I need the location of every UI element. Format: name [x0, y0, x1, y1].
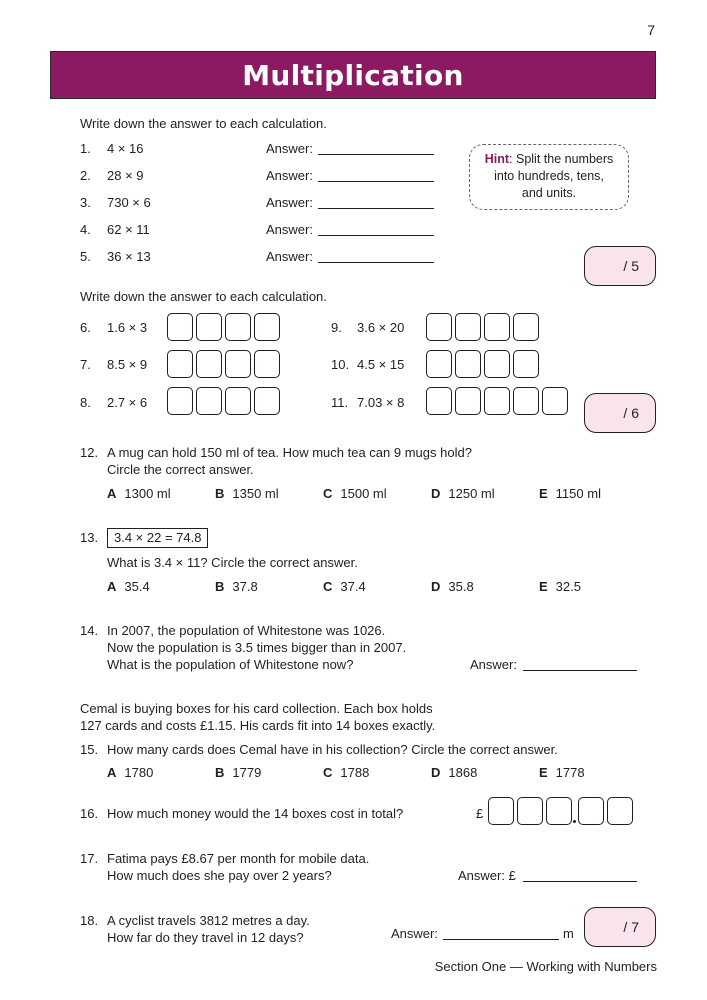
q12-line1: A mug can hold 150 ml of tea. How much tea can 9 mugs hold?: [107, 445, 472, 460]
cemal-line1: Cemal is buying boxes for his card collection. Each box holds: [80, 701, 433, 716]
q13-number: 13.: [80, 530, 99, 545]
digit-box[interactable]: [546, 797, 572, 825]
q10-answer-boxes[interactable]: [426, 350, 542, 378]
q16-currency: £: [476, 806, 484, 821]
q12-option-a[interactable]: A 1300 ml: [107, 486, 171, 501]
q18-answer-label: Answer:: [391, 926, 438, 941]
q11-number: 11.: [331, 395, 349, 410]
digit-box[interactable]: [513, 387, 539, 415]
q13-line: What is 3.4 × 11? Circle the correct answer.: [107, 555, 358, 570]
hint-box: [469, 144, 629, 210]
score-box-2[interactable]: [584, 393, 656, 433]
q11-answer-boxes[interactable]: [426, 387, 571, 415]
hint-text-1: : Split the numbers: [509, 152, 614, 166]
cemal-line2: 127 cards and costs £1.15. His cards fit into 14 boxes exactly.: [80, 718, 436, 733]
digit-box[interactable]: [225, 313, 251, 341]
q15-number: 15.: [80, 742, 99, 757]
digit-box[interactable]: [484, 387, 510, 415]
q4-number: 4.: [80, 222, 91, 237]
q2-number: 2.: [80, 168, 91, 183]
q14-number: 14.: [80, 623, 99, 638]
digit-box[interactable]: [455, 313, 481, 341]
q1-answer-label: Answer:: [266, 141, 313, 156]
q13-fact-box: 3.4 × 22 = 74.8: [107, 528, 208, 548]
page-title: Multiplication: [242, 58, 464, 92]
q10-number: 10.: [331, 357, 350, 372]
digit-box[interactable]: [484, 350, 510, 378]
q6-answer-boxes[interactable]: [167, 313, 283, 341]
q18-unit: m: [563, 926, 574, 941]
q7-calc: 8.5 × 9: [107, 357, 148, 372]
q13-option-d[interactable]: D 35.8: [431, 579, 474, 594]
digit-box[interactable]: [167, 313, 193, 341]
score-box-3[interactable]: [584, 907, 656, 947]
q15-option-b[interactable]: B 1779: [215, 765, 262, 780]
q12-option-d[interactable]: D 1250 ml: [431, 486, 495, 501]
q16-number: 16.: [80, 806, 99, 821]
q13-option-e[interactable]: E 32.5: [539, 579, 581, 594]
q6-number: 6.: [80, 320, 91, 335]
digit-box[interactable]: [196, 350, 222, 378]
digit-box[interactable]: [225, 350, 251, 378]
digit-box[interactable]: [484, 313, 510, 341]
q9-number: 9.: [331, 320, 342, 335]
q2-answer-line[interactable]: [318, 169, 434, 182]
score-label-2: / 6: [623, 405, 639, 421]
hint-text-3: and units.: [521, 186, 577, 200]
digit-box[interactable]: [426, 387, 452, 415]
q18-line2: How far do they travel in 12 days?: [107, 930, 304, 945]
digit-box[interactable]: [607, 797, 633, 825]
q13-option-a[interactable]: A 35.4: [107, 579, 150, 594]
digit-box[interactable]: [196, 313, 222, 341]
q7-number: 7.: [80, 357, 91, 372]
q14-line2: Now the population is 3.5 times bigger than in 2007.: [107, 640, 407, 655]
q12-line2: Circle the correct answer.: [107, 462, 254, 477]
decimal-point: [572, 797, 578, 825]
section1-instruction: Write down the answer to each calculation.: [80, 116, 327, 131]
digit-box[interactable]: [254, 350, 280, 378]
q5-answer-line[interactable]: [318, 250, 434, 263]
q17-line2: How much does she pay over 2 years?: [107, 868, 332, 883]
q4-calc: 62 × 11: [107, 222, 150, 237]
q17-number: 17.: [80, 851, 99, 866]
q4-answer-line[interactable]: [318, 223, 434, 236]
q3-number: 3.: [80, 195, 91, 210]
digit-box[interactable]: [513, 350, 539, 378]
digit-box[interactable]: [167, 387, 193, 415]
hint-text-2: into hundreds, tens,: [494, 169, 604, 183]
q14-answer-line[interactable]: [523, 658, 637, 671]
footer-section-label: Section One — Working with Numbers: [434, 959, 657, 974]
q3-calc: 730 × 6: [107, 195, 151, 210]
q2-answer-label: Answer:: [266, 168, 313, 183]
q1-number: 1.: [80, 141, 91, 156]
digit-box[interactable]: [488, 797, 514, 825]
q9-calc: 3.6 × 20: [357, 320, 405, 335]
q16-line: How much money would the 14 boxes cost in total?: [107, 806, 404, 821]
digit-box[interactable]: [196, 387, 222, 415]
digit-box[interactable]: [426, 313, 452, 341]
q14-line1: In 2007, the population of Whitestone was 1026.: [107, 623, 386, 638]
digit-box[interactable]: [513, 313, 539, 341]
section2-instruction: Write down the answer to each calculation.: [80, 289, 327, 304]
q16-answer-boxes[interactable]: [488, 797, 636, 825]
q1-calc: 4 × 16: [107, 141, 144, 156]
q14-line3: What is the population of Whitestone now?: [107, 657, 354, 672]
digit-box[interactable]: [426, 350, 452, 378]
digit-box[interactable]: [254, 387, 280, 415]
digit-box[interactable]: [517, 797, 543, 825]
page-number: 7: [647, 22, 655, 38]
q15-line: How many cards does Cemal have in his collection? Circle the correct answer.: [107, 742, 558, 757]
title-banner: [50, 51, 656, 99]
score-label-1: / 5: [623, 258, 639, 274]
hint-label: Hint: [484, 152, 510, 166]
q3-answer-label: Answer:: [266, 195, 313, 210]
digit-box[interactable]: [167, 350, 193, 378]
q8-number: 8.: [80, 395, 91, 410]
q17-answer-label: Answer: £: [458, 868, 516, 883]
digit-box[interactable]: [254, 313, 280, 341]
q6-calc: 1.6 × 3: [107, 320, 148, 335]
q8-answer-boxes[interactable]: [167, 387, 283, 415]
q3-answer-line[interactable]: [318, 196, 434, 209]
q1-answer-line[interactable]: [318, 142, 434, 155]
q18-answer-line[interactable]: [443, 927, 559, 940]
digit-box[interactable]: [455, 350, 481, 378]
q15-option-c[interactable]: C 1788: [323, 765, 370, 780]
digit-box[interactable]: [455, 387, 481, 415]
q14-answer-label: Answer:: [470, 657, 517, 672]
q5-calc: 36 × 13: [107, 249, 151, 264]
q8-calc: 2.7 × 6: [107, 395, 148, 410]
q5-number: 5.: [80, 249, 91, 264]
q12-option-b[interactable]: B 1350 ml: [215, 486, 279, 501]
q10-calc: 4.5 × 15: [357, 357, 405, 372]
q4-answer-label: Answer:: [266, 222, 313, 237]
digit-box[interactable]: [542, 387, 568, 415]
q12-option-c[interactable]: C 1500 ml: [323, 486, 387, 501]
q11-calc: 7.03 × 8: [357, 395, 405, 410]
score-box-1[interactable]: [584, 246, 656, 286]
q12-option-e[interactable]: E 1150 ml: [539, 486, 601, 501]
digit-box[interactable]: [578, 797, 604, 825]
q17-answer-line[interactable]: [523, 869, 637, 882]
q7-answer-boxes[interactable]: [167, 350, 283, 378]
q2-calc: 28 × 9: [107, 168, 144, 183]
q13-option-b[interactable]: B 37.8: [215, 579, 258, 594]
score-label-3: / 7: [623, 919, 639, 935]
q18-line1: A cyclist travels 3812 metres a day.: [107, 913, 310, 928]
q12-number: 12.: [80, 445, 99, 460]
q17-line1: Fatima pays £8.67 per month for mobile data.: [107, 851, 370, 866]
digit-box[interactable]: [225, 387, 251, 415]
q13-option-c[interactable]: C 37.4: [323, 579, 366, 594]
q18-number: 18.: [80, 913, 99, 928]
q9-answer-boxes[interactable]: [426, 313, 542, 341]
q15-option-a[interactable]: A 1780: [107, 765, 154, 780]
q15-option-d[interactable]: D 1868: [431, 765, 478, 780]
q15-option-e[interactable]: E 1778: [539, 765, 585, 780]
q5-answer-label: Answer:: [266, 249, 313, 264]
